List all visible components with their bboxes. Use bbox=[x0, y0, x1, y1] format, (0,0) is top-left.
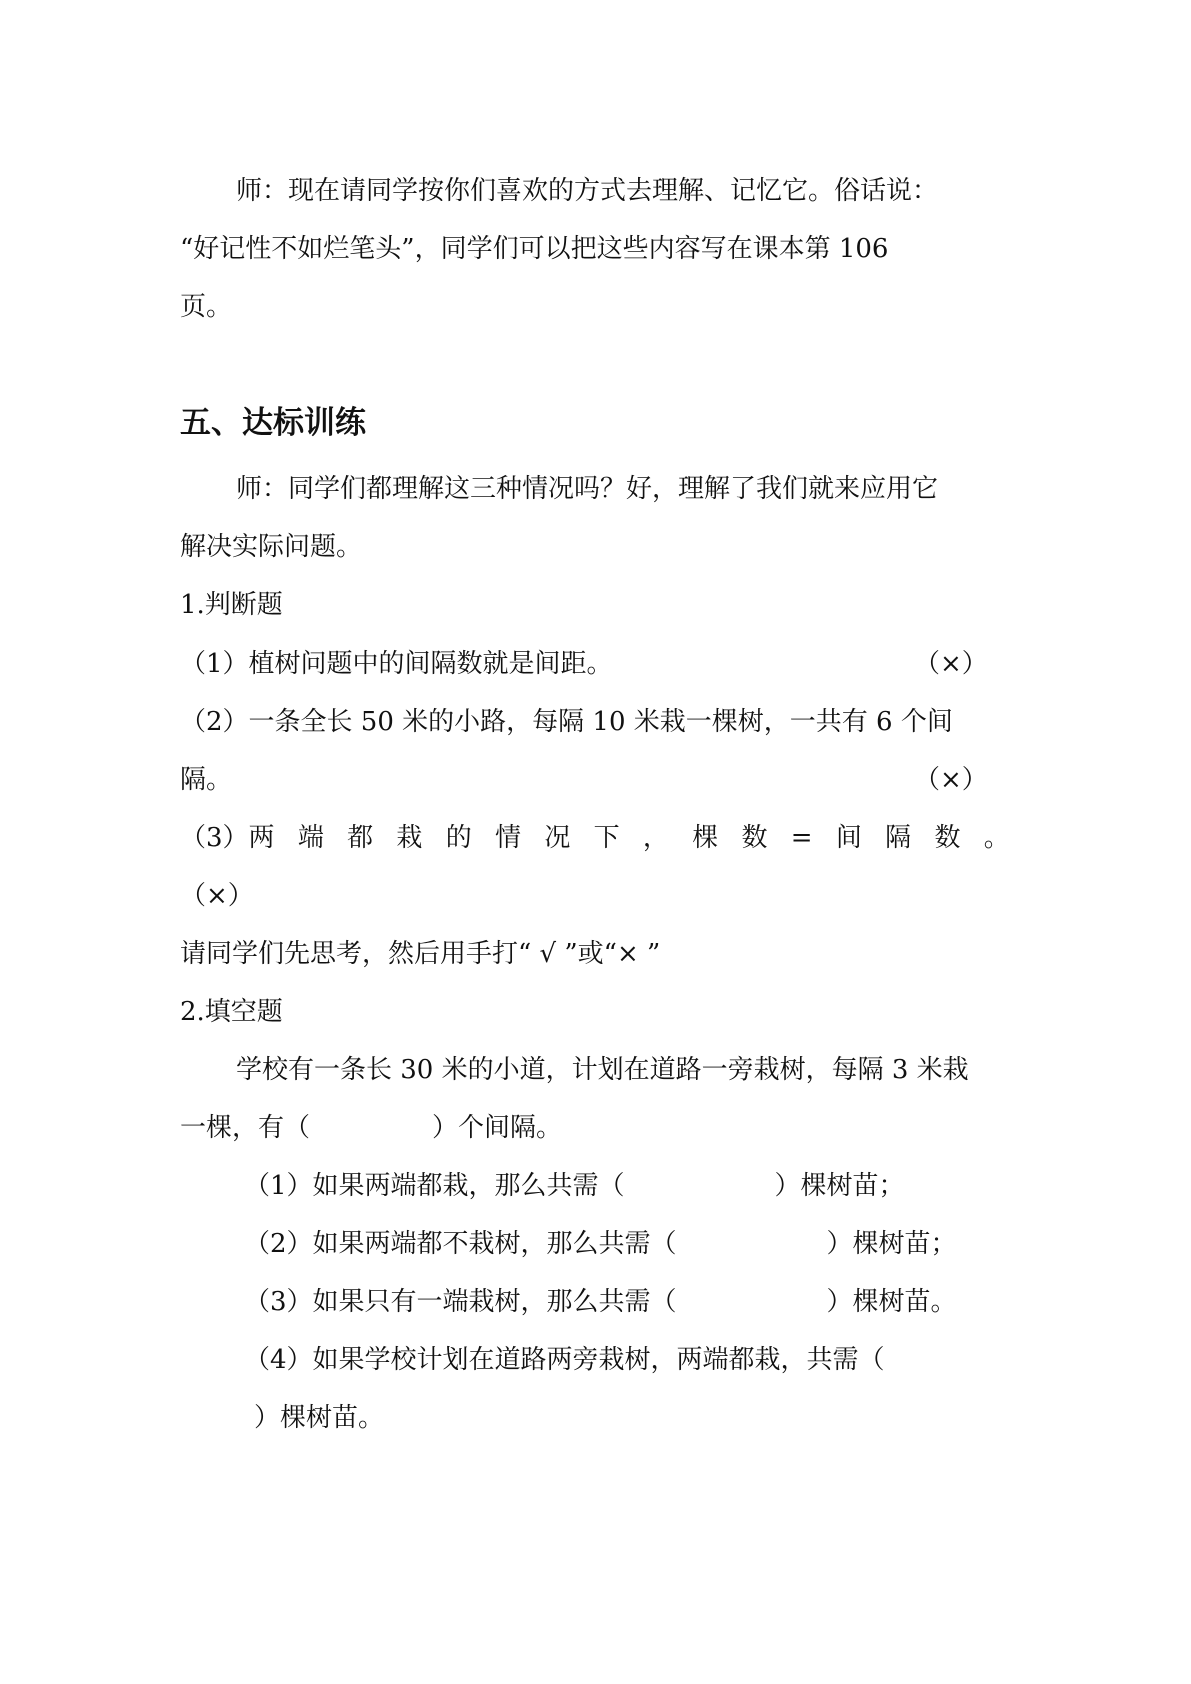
judge-q3-line bbox=[180, 821, 1010, 855]
judge-q1-mark: （×） bbox=[914, 649, 988, 679]
section-heading: 五、达标训练 bbox=[180, 405, 366, 441]
q3-token: 。 bbox=[983, 823, 1010, 853]
fill-item-text-b: ）棵树苗。 bbox=[826, 1287, 957, 1317]
fill-stem-line-1: 学校有一条长 30 米的小道，计划在道路一旁栽树，每隔 3 米栽 bbox=[236, 1055, 969, 1085]
q3-token: 况 bbox=[544, 823, 571, 853]
judge-title: 1.判断题 bbox=[180, 590, 283, 620]
q3-token: 隔 bbox=[885, 823, 912, 853]
fill-stem-line-2 bbox=[180, 1111, 562, 1145]
fill-item-1 bbox=[244, 1169, 905, 1203]
judge-q1-text: （1）植树问题中的间隔数就是间距。 bbox=[180, 649, 613, 679]
fill-title: 2.填空题 bbox=[180, 997, 283, 1027]
q3-token: 的 bbox=[445, 823, 472, 853]
fill-item-2 bbox=[244, 1227, 957, 1261]
fill-stem-text-a: 一棵，有（ bbox=[180, 1113, 311, 1143]
teacher-line-1: 师：同学们都理解这三种情况吗？好，理解了我们就来应用它 bbox=[236, 474, 939, 504]
teacher-line-2: 解决实际问题。 bbox=[180, 532, 363, 562]
judge-q2-line-1: （2）一条全长 50 米的小路，每隔 10 米栽一棵树，一共有 6 个间 bbox=[180, 707, 953, 737]
fill-item-text-a: （2）如果两端都不栽树，那么共需（ bbox=[244, 1229, 677, 1259]
q3-token: 间 bbox=[835, 823, 862, 853]
q3-token: （3）两 bbox=[180, 823, 275, 853]
fill-item-4-line-2 bbox=[244, 1401, 384, 1435]
q3-token: 情 bbox=[495, 823, 522, 853]
fill-item-text-a: （1）如果两端都栽，那么共需（ bbox=[244, 1171, 625, 1201]
intro-line-2: “好记性不如烂笔头”，同学们可以把这些内容写在课本第 106 bbox=[180, 234, 889, 264]
fill-item-4-line-1: （4）如果学校计划在道路两旁栽树，两端都栽，共需（ bbox=[244, 1345, 885, 1375]
fill-item-3 bbox=[244, 1285, 957, 1319]
q3-token: 数 bbox=[934, 823, 961, 853]
fill-item-text-a: （3）如果只有一端栽树，那么共需（ bbox=[244, 1287, 677, 1317]
q3-token: = bbox=[790, 823, 813, 853]
intro-line-3: 页。 bbox=[180, 292, 233, 322]
q3-token: 都 bbox=[347, 823, 374, 853]
judge-q2-mark: （×） bbox=[914, 765, 988, 795]
fill-item-text-b: ）棵树苗； bbox=[826, 1229, 957, 1259]
judge-q3-mark: （×） bbox=[180, 881, 254, 911]
judge-instruction: 请同学们先思考，然后用手打“ √ ”或“× ” bbox=[180, 939, 661, 969]
q3-token: 端 bbox=[297, 823, 324, 853]
fill-item-text-b: ）棵树苗； bbox=[774, 1171, 905, 1201]
judge-q2-line-2: 隔。 bbox=[180, 765, 233, 795]
q3-token: 栽 bbox=[396, 823, 423, 853]
q3-token: 下 bbox=[593, 823, 620, 853]
intro-line-1: 师：现在请同学按你们喜欢的方式去理解、记忆它。俗话说： bbox=[236, 176, 939, 206]
fill-stem-text-b: ）个间隔。 bbox=[432, 1113, 563, 1143]
fill-item-4-text: ）棵树苗。 bbox=[254, 1403, 385, 1433]
q3-token: 棵 bbox=[692, 823, 719, 853]
q3-token: 数 bbox=[741, 823, 768, 853]
q3-token: ， bbox=[642, 823, 669, 853]
